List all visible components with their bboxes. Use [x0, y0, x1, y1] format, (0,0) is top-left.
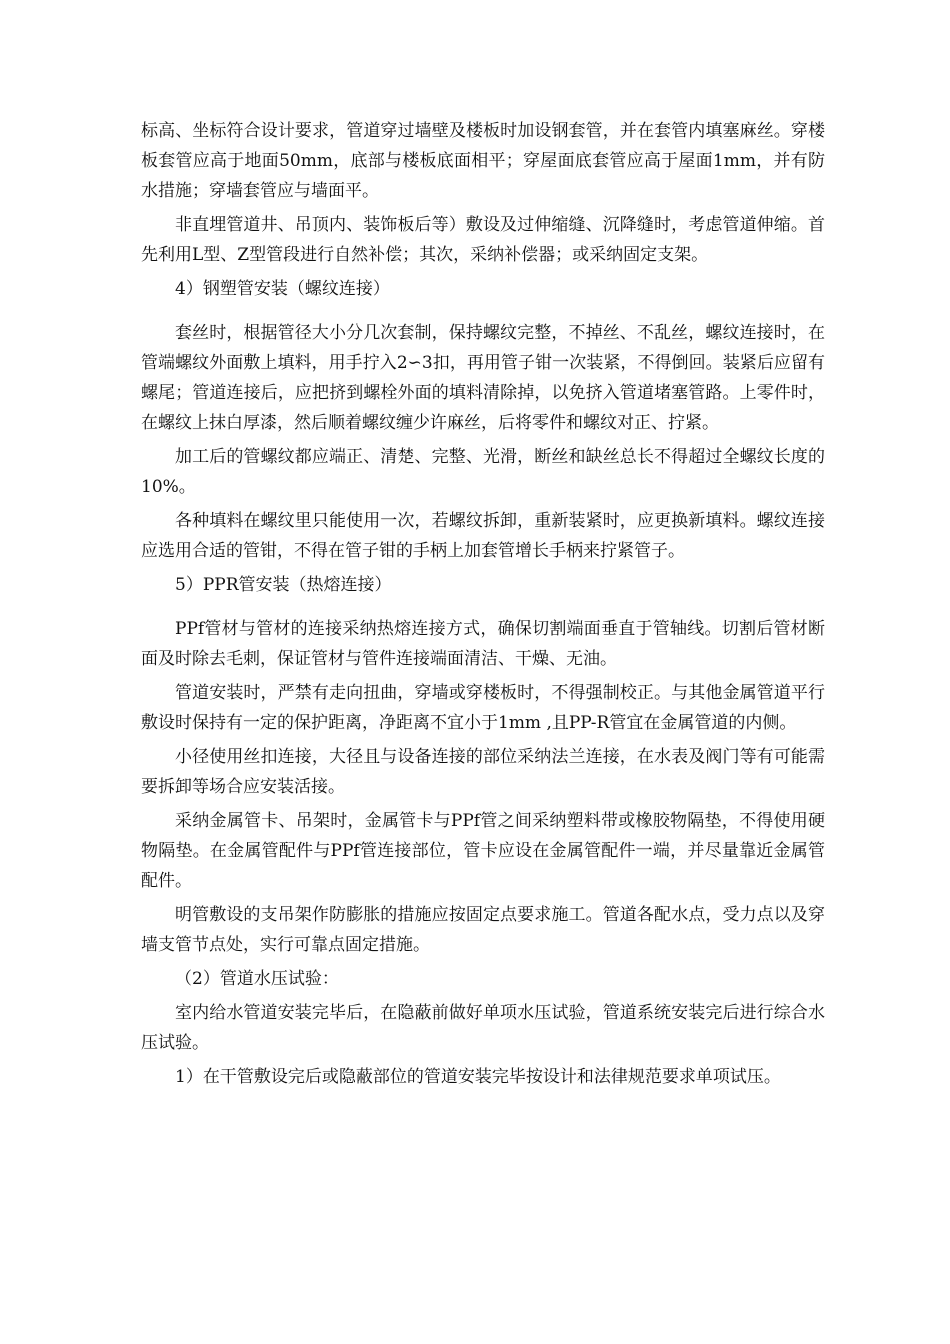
paragraph-expansion-compensation: 非直埋管道井、吊顶内、装饰板后等）敷设及过伸缩缝、沉降缝时，考虑管道伸缩。首先利用L型、Z型管段进行自然补偿；其次，采纳补偿器；或采纳固定支架。 — [141, 215, 825, 265]
paragraph-filler-usage: 各种填料在螺纹里只能使用一次，若螺纹拆卸，重新装紧时，应更换新填料。螺纹连接应选用合适的管钳，不得在管子钳的手柄上加套管增长手柄来拧紧管子。 — [141, 511, 825, 561]
paragraph-supports: 明管敷设的支吊架作防膨胀的措施应按固定点要求施工。管道各配水点，受力点以及穿墙支管节点处，实行可靠点固定措施。 — [141, 905, 825, 955]
paragraph-pipe-installation: 管道安装时，严禁有走向扭曲，穿墙或穿楼板时，不得强制校正。与其他金属管道平行敷设时保持有一定的保护距离，净距离不宜小于1mm ,且PP-R管宜在金属管道的内侧。 — [141, 683, 825, 733]
paragraph-thread-quality: 加工后的管螺纹都应端正、清楚、完整、光滑，断丝和缺丝总长不得超过全螺纹长度的10%。 — [141, 447, 825, 497]
heading-steel-plastic-pipe: 4）钢塑管安装（螺纹连接） — [175, 279, 390, 299]
paragraph-pipe-clamps: 采纳金属管卡、吊架时，金属管卡与PPf管之间采纳塑料带或橡胶物隔垫，不得使用硬物隔垫。在金属管配件与PPf管连接部位，管卡应设在金属管配件一端，并尽量靠近金属管配件。 — [141, 811, 825, 891]
paragraph-pressure-test: 室内给水管道安装完毕后，在隐蔽前做好单项水压试验，管道系统安装完后进行综合水压试验。 — [141, 1003, 825, 1053]
paragraph-connections: 小径使用丝扣连接，大径且与设备连接的部位采纳法兰连接，在水表及阀门等有可能需要拆卸等场合应安装活接。 — [141, 747, 825, 797]
paragraph-threading: 套丝时，根据管径大小分几次套制，保持螺纹完整，不掉丝、不乱丝，螺纹连接时，在管端螺纹外面敷上填料，用手拧入2∽3扣，再用管子钳一次装紧，不得倒回。装紧后应留有螺尾；管道连接后，应把挤到螺栓外面的填料清除掉，以免挤入管道堵塞管路。上零件时，在螺纹上抹白厚漆，然后顺着螺纹缠少许麻丝，后将零件和螺纹对正、拧紧。 — [141, 323, 825, 433]
heading-ppr-pipe: 5）PPR管安装（热熔连接） — [175, 575, 392, 595]
heading-pressure-test: （2）管道水压试验： — [175, 969, 339, 989]
paragraph-single-test: 1）在干管敷设完后或隐蔽部位的管道安装完毕按设计和法律规范要求单项试压。 — [175, 1067, 781, 1087]
paragraph-hot-melt: PPf管材与管材的连接采纳热熔连接方式，确保切割端面垂直于管轴线。切割后管材断面及时除去毛刺，保证管材与管件连接端面清洁、干燥、无油。 — [141, 619, 825, 669]
paragraph-sleeve-requirements: 标高、坐标符合设计要求，管道穿过墙壁及楼板时加设钢套管，并在套管内填塞麻丝。穿楼板套管应高于地面50mm，底部与楼板底面相平；穿屋面底套管应高于屋面1mm，并有防水措施；穿墙套管应与墙面平。 — [141, 121, 825, 201]
document-body — [141, 116, 825, 1096]
